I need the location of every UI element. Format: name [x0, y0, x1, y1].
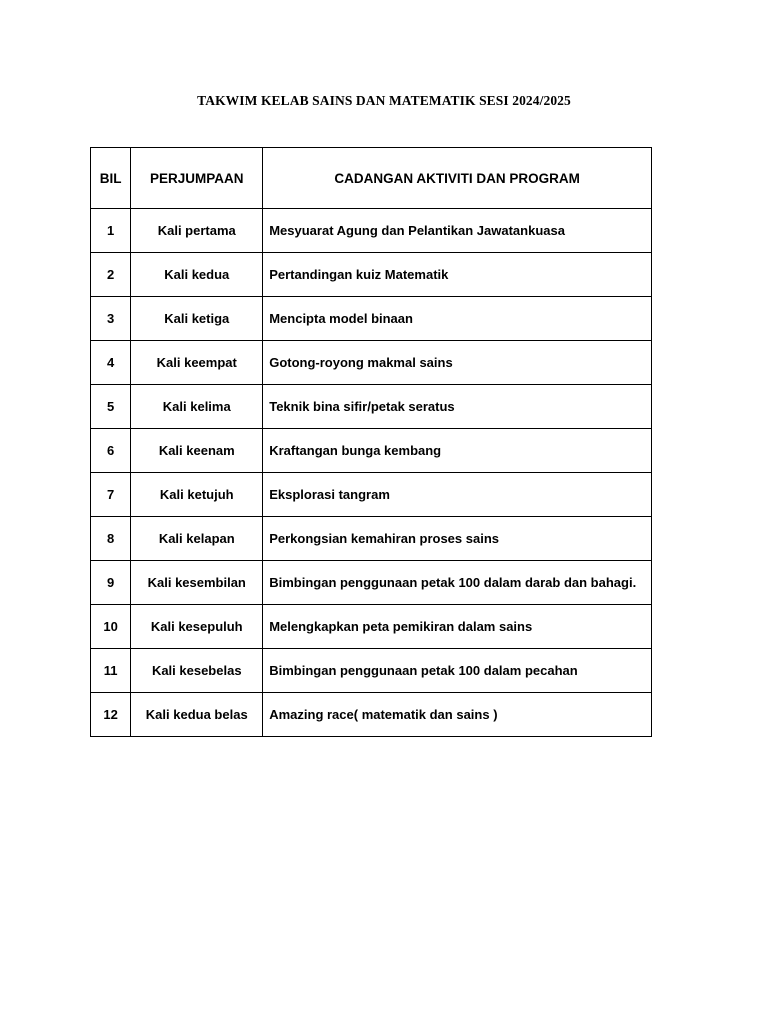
cell-aktiviti: Gotong-royong makmal sains: [263, 341, 652, 385]
table-row: [91, 605, 652, 649]
cell-perjumpaan: Kali kesembilan: [131, 561, 263, 605]
cell-perjumpaan: Kali keenam: [131, 429, 263, 473]
cell-aktiviti: Teknik bina sifir/petak seratus: [263, 385, 652, 429]
cell-aktiviti: Melengkapkan peta pemikiran dalam sains: [263, 605, 652, 649]
document-title: TAKWIM KELAB SAINS DAN MATEMATIK SESI 2024/2025: [197, 93, 571, 108]
cell-bil: 7: [91, 473, 131, 517]
table-row: [91, 253, 652, 297]
table-row: [91, 473, 652, 517]
cell-aktiviti: Mesyuarat Agung dan Pelantikan Jawatankuasa: [263, 209, 652, 253]
cell-bil: 9: [91, 561, 131, 605]
table-row: [91, 517, 652, 561]
table-row: [91, 341, 652, 385]
cell-bil: 4: [91, 341, 131, 385]
cell-bil: 3: [91, 297, 131, 341]
cell-perjumpaan: Kali keempat: [131, 341, 263, 385]
table-header-row: [91, 148, 652, 209]
cell-aktiviti: Pertandingan kuiz Matematik: [263, 253, 652, 297]
cell-perjumpaan: Kali kelima: [131, 385, 263, 429]
cell-perjumpaan: Kali kesepuluh: [131, 605, 263, 649]
cell-perjumpaan: Kali kesebelas: [131, 649, 263, 693]
cell-bil: 1: [91, 209, 131, 253]
table-row: [91, 209, 652, 253]
cell-bil: 10: [91, 605, 131, 649]
cell-aktiviti: Mencipta model binaan: [263, 297, 652, 341]
cell-bil: 11: [91, 649, 131, 693]
cell-perjumpaan: Kali kelapan: [131, 517, 263, 561]
cell-bil: 6: [91, 429, 131, 473]
header-bil: BIL: [91, 148, 131, 209]
cell-bil: 5: [91, 385, 131, 429]
cell-aktiviti: Amazing race( matematik dan sains ): [263, 693, 652, 737]
cell-perjumpaan: Kali pertama: [131, 209, 263, 253]
cell-bil: 2: [91, 253, 131, 297]
table-row: [91, 649, 652, 693]
cell-aktiviti: Eksplorasi tangram: [263, 473, 652, 517]
header-perjumpaan: PERJUMPAAN: [131, 148, 263, 209]
table-row: [91, 385, 652, 429]
cell-perjumpaan: Kali kedua: [131, 253, 263, 297]
takwim-table: [90, 147, 652, 737]
cell-aktiviti: Bimbingan penggunaan petak 100 dalam pecahan: [263, 649, 652, 693]
cell-aktiviti: Perkongsian kemahiran proses sains: [263, 517, 652, 561]
cell-bil: 12: [91, 693, 131, 737]
cell-aktiviti: Bimbingan penggunaan petak 100 dalam darab dan bahagi.: [263, 561, 652, 605]
cell-aktiviti: Kraftangan bunga kembang: [263, 429, 652, 473]
table-row: [91, 561, 652, 605]
table-row: [91, 693, 652, 737]
table-row: [91, 297, 652, 341]
table-row: [91, 429, 652, 473]
cell-perjumpaan: Kali kedua belas: [131, 693, 263, 737]
cell-perjumpaan: Kali ketujuh: [131, 473, 263, 517]
cell-bil: 8: [91, 517, 131, 561]
header-aktiviti: CADANGAN AKTIVITI DAN PROGRAM: [263, 148, 652, 209]
cell-perjumpaan: Kali ketiga: [131, 297, 263, 341]
